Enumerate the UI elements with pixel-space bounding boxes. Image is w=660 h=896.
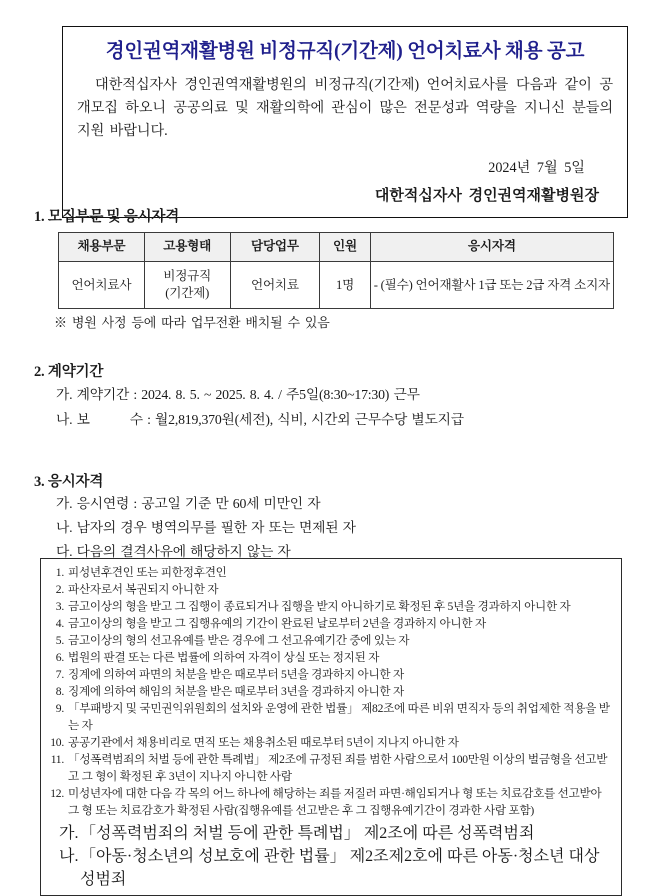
issuing-organization: 대한적십자사 경인권역재활병원장 bbox=[374, 188, 599, 205]
section-1-heading: 1. 모집부문 및 응시자격 bbox=[34, 209, 180, 225]
intro-paragraph: 대한적십자사 경인권역재활병원의 비정규직(기간제) 언어치료사를 다음과 같이 공개모집 하오니 공공의료 및 재활의학에 관심이 많은 전문성과 역량을 지니신 분들의 지원 바랍니다. bbox=[77, 77, 613, 140]
list-item bbox=[47, 734, 615, 751]
cell-count: 1명 bbox=[320, 262, 370, 309]
list-item bbox=[47, 820, 615, 843]
item-text: 징계에 의하여 해임의 처분을 받은 때로부터 3년을 경과하지 아니한 자 bbox=[68, 685, 404, 699]
item-number: 11. bbox=[50, 753, 64, 767]
item-text: 징계에 의하여 파면의 처분을 받은 때로부터 5년을 경과하지 아니한 자 bbox=[68, 668, 404, 682]
column-header-type: 고용형태 bbox=[144, 233, 230, 262]
item-number: 4. bbox=[55, 617, 64, 631]
item-text: 금고이상의 형의 선고유예를 받은 경우에 그 선고유예기간 중에 있는 자 bbox=[68, 634, 410, 648]
table-header-row bbox=[59, 233, 614, 262]
eligibility-age-item: 가. 응시연령 : 공고일 기준 만 60세 미만인 자 bbox=[56, 496, 321, 511]
item-text: 금고이상의 형을 받고 그 집행유예의 기간이 완료된 날로부터 2년을 경과하지 아니한 자 bbox=[68, 617, 486, 631]
sub-item-letter: 가. bbox=[59, 825, 79, 843]
item-text: 「부패방지 및 국민권익위원회의 설치와 운영에 관한 법률」 제82조에 따른 비위 면직자 등의 취업제한 적용을 받는 자 bbox=[68, 702, 610, 733]
item-number: 2. bbox=[55, 583, 64, 597]
page-title: 경인권역재활병원 비정규직(기간제) 언어치료사 채용 공고 bbox=[105, 41, 585, 62]
list-item bbox=[47, 843, 615, 889]
eligibility-military-item: 나. 남자의 경우 병역의무를 필한 자 또는 면제된 자 bbox=[56, 520, 356, 535]
compensation-item bbox=[56, 408, 464, 428]
list-item bbox=[47, 666, 615, 683]
cell-part: 언어치료사 bbox=[59, 262, 145, 309]
list-item bbox=[47, 785, 615, 819]
list-item bbox=[47, 632, 615, 649]
item-text: 「성폭력범죄의 처벌 등에 관한 특례법」 제2조에 규정된 죄를 범한 사람으로서 100만원 이상의 벌금형을 선고받고 그 형이 확정된 후 3년이 지나지 아니한 사람 bbox=[68, 753, 608, 784]
recruitment-table bbox=[58, 232, 614, 309]
column-header-count: 인원 bbox=[320, 233, 370, 262]
sub-item-text: 「아동·청소년의 성보호에 관한 법률」 제2조제2호에 따른 아동·청소년 대상 성범죄 bbox=[80, 848, 600, 889]
sub-item-letter: 나. bbox=[59, 848, 79, 866]
table-row bbox=[59, 262, 614, 309]
item-number: 6. bbox=[55, 651, 64, 665]
item-number: 7. bbox=[55, 668, 64, 682]
item-text: 공공기관에서 채용비리로 면직 또는 채용취소된 때로부터 5년이 지나지 아니한 자 bbox=[68, 736, 459, 750]
list-item bbox=[47, 581, 615, 598]
item-text: 금고이상의 형을 받고 그 집행이 종료되거나 집행을 받지 아니하기로 확정된 후 5년을 경과하지 아니한 자 bbox=[68, 600, 571, 614]
cell-qualification: - (필수) 언어재활사 1급 또는 2급 자격 소지자 bbox=[370, 262, 613, 309]
compensation-value: 수 : 월2,819,370원(세전), 식비, 시간외 근무수당 별도지급 bbox=[129, 412, 464, 427]
list-item bbox=[47, 649, 615, 666]
section-3-heading: 3. 응시자격 bbox=[34, 474, 104, 490]
list-item bbox=[47, 564, 615, 581]
item-text: 미성년자에 대한 다음 각 목의 어느 하나에 해당하는 죄를 저질러 파면·해임되거나 형 또는 치료감호를 선고받아 그 형 또는 치료감호가 확정된 사람(집행유예를 선고받은 후 그 집행유예기간이 경과한 사람 포함) bbox=[68, 787, 602, 818]
compensation-label: 나. 보 bbox=[56, 412, 90, 427]
item-number: 8. bbox=[55, 685, 64, 699]
employment-type-line-2: (기간제) bbox=[165, 286, 210, 300]
item-text: 법원의 판결 또는 다른 법률에 의하여 자격이 상실 또는 정지된 자 bbox=[68, 651, 380, 665]
list-item bbox=[47, 700, 615, 734]
contract-period-item: 가. 계약기간 : 2024. 8. 5. ~ 2025. 8. 4. / 주5일(8:30~17:30) 근무 bbox=[56, 387, 420, 402]
disqualification-box bbox=[40, 558, 622, 896]
list-item bbox=[47, 615, 615, 632]
item-number: 1. bbox=[55, 566, 64, 579]
sub-item-text: 「성폭력범죄의 처벌 등에 관한 특례법」 제2조에 따른 성폭력범죄 bbox=[80, 825, 535, 843]
table-note: ※ 병원 사정 등에 따라 업무전환 배치될 수 있음 bbox=[54, 315, 330, 330]
item-text: 파산자로서 복권되지 아니한 자 bbox=[68, 583, 219, 597]
column-header-duty: 담당업무 bbox=[230, 233, 320, 262]
section-2-heading: 2. 계약기간 bbox=[34, 364, 104, 380]
column-header-part: 채용부문 bbox=[59, 233, 145, 262]
item-number: 10. bbox=[50, 736, 64, 750]
disqualification-12-sublist bbox=[47, 820, 615, 889]
item-text: 피성년후견인 또는 피한정후견인 bbox=[68, 566, 227, 579]
list-item bbox=[47, 683, 615, 700]
announcement-header-box bbox=[62, 26, 628, 218]
employment-type-line-1: 비정규직 bbox=[163, 269, 212, 283]
announcement-date: 2024년 7월 5일 bbox=[488, 160, 585, 177]
eligibility-disqualification-item: 다. 다음의 결격사유에 해당하지 않는 자 bbox=[56, 544, 291, 559]
item-number: 9. bbox=[55, 702, 64, 716]
item-number: 5. bbox=[55, 634, 64, 648]
cell-duty: 언어치료 bbox=[230, 262, 320, 309]
item-number: 12. bbox=[50, 787, 64, 801]
column-header-qualification: 응시자격 bbox=[370, 233, 613, 262]
list-item bbox=[47, 751, 615, 785]
list-item bbox=[47, 598, 615, 615]
item-number: 3. bbox=[55, 600, 64, 614]
cell-employment-type bbox=[144, 262, 230, 309]
disqualification-list bbox=[47, 564, 615, 819]
